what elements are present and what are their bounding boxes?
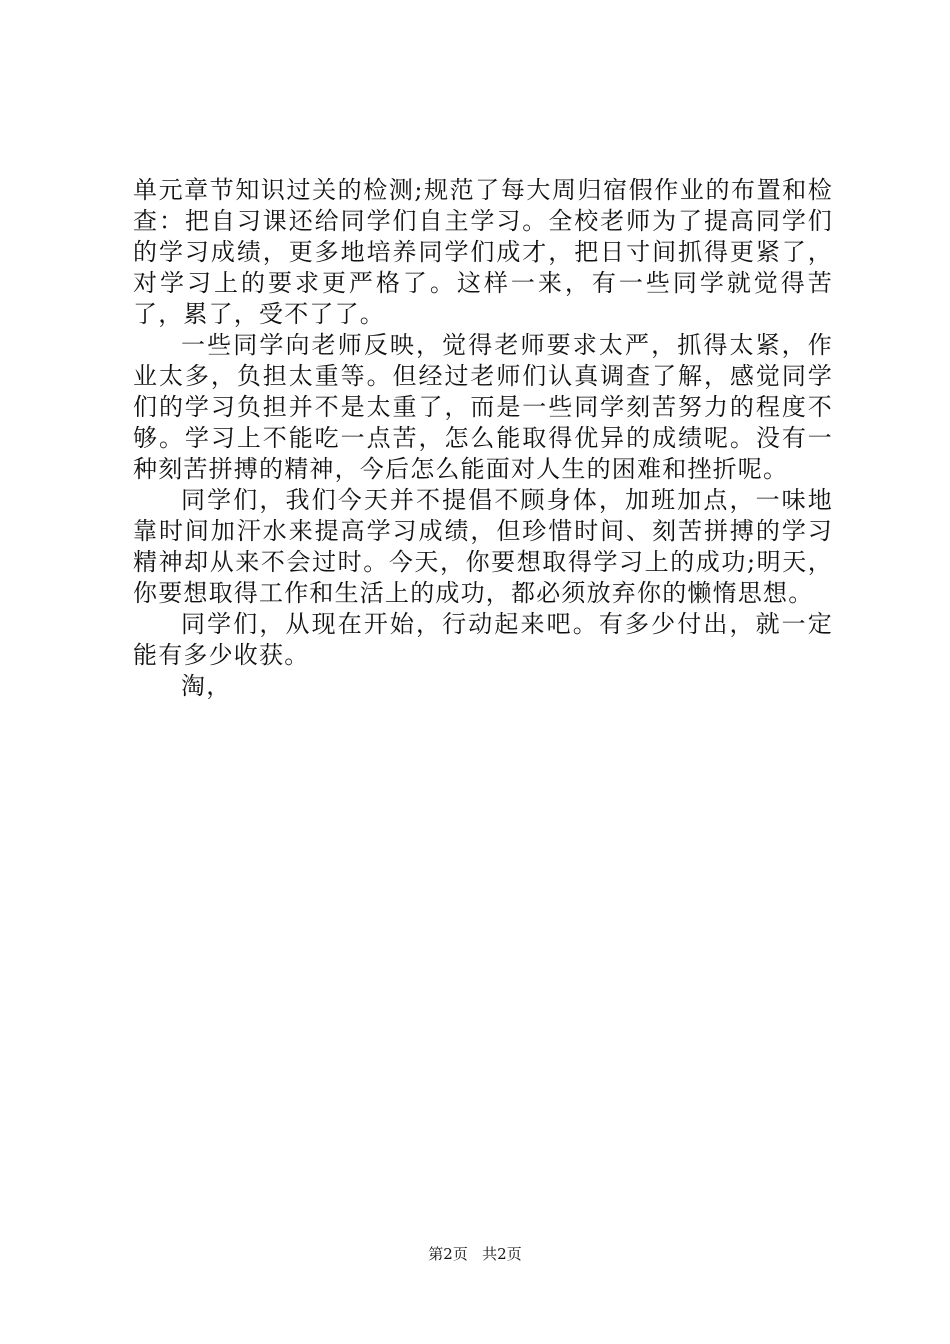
paragraph-4: 同学们，从现在开始，行动起来吧。有多少付出，就一定能有多少收获。	[133, 610, 833, 669]
page-total: 共2页	[482, 1245, 522, 1263]
paragraph-3: 同学们，我们今天并不提倡不顾身体，加班加点，一味地靠时间加汗水来提高学习成绩，但珍惜时间、刻苦拼搏的学习精神却从来不会过时。今天，你要想取得学习上的成功;明天，你要想取得工作和生活上的成功，都必须放弃你的懒惰思想。	[133, 486, 833, 607]
paragraph-5: 淘，	[181, 672, 232, 700]
page-footer	[0, 1244, 950, 1264]
paragraph-2: 一些同学向老师反映，觉得老师要求太严，抓得太紧，作业太多，负担太重等。但经过老师们认真调查了解，感觉同学们的学习负担并不是太重了，而是一些同学刻苦努力的程度不够。学习上不能吃一点苦，怎么能取得优异的成绩呢。没有一种刻苦拼搏的精神，今后怎么能面对人生的困难和挫折呢。	[133, 331, 833, 483]
document-body	[133, 175, 833, 702]
paragraph-1: 单元章节知识过关的检测;规范了每大周归宿假作业的布置和检查：把自习课还给同学们自主学习。全校老师为了提高同学们的学习成绩，更多地培养同学们成才，把日寸间抓得更紧了，对学习上的要求更严格了。这样一来，有一些同学就觉得苦了，累了，受不了了。	[133, 176, 833, 328]
page-number: 第2页	[428, 1245, 468, 1263]
page-separator	[473, 1245, 478, 1263]
